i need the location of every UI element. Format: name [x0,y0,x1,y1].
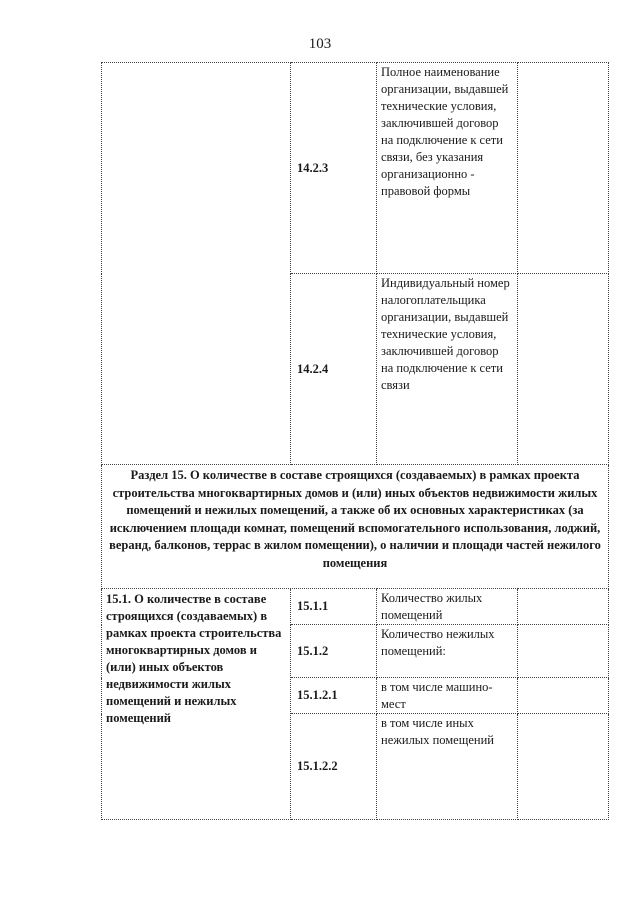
value-cell [518,274,609,465]
value-cell [518,714,609,820]
empty-heading-cell [102,63,291,465]
row-code: 15.1.2 [291,625,377,678]
row-code: 15.1.2.2 [291,714,377,820]
row-description: Индивидуальный номер налогоплательщика организации, выдавшей технические условия, заключившей договор на подключение к сети связи [377,274,518,465]
row-description: в том числе иных нежилых помещений [377,714,518,820]
row-description: в том числе машино-мест [377,678,518,714]
value-cell [518,678,609,714]
table-row [102,589,609,625]
row-code: 15.1.2.1 [291,678,377,714]
row-description: Количество жилых помещений [377,589,518,625]
row-code: 15.1.1 [291,589,377,625]
row-description: Количество нежилых помещений: [377,625,518,678]
section-title: Раздел 15. О количестве в составе строящихся (создаваемых) в рамках проекта строительства многоквартирных домов и (или) иных объектов недвижимости жилых помещений и нежилых помещений, а также об их основных характеристиках (за исключением площади комнат, помещений вспомогательного использования, лоджий, веранд, балконов, террас в жилом помещении), о наличии и площади частей нежилого помещения [102,465,609,589]
form-table [101,62,609,820]
value-cell [518,625,609,678]
page-number: 103 [308,36,332,52]
section-header-row [102,465,609,589]
value-cell [518,589,609,625]
row-description: Полное наименование организации, выдавшей технические условия, заключившей договор на подключение к сети связи, без указания организационно - правовой формы [377,63,518,274]
row-code: 14.2.3 [291,63,377,274]
table-row [102,63,609,274]
subsection-title: 15.1. О количестве в составе строящихся (создаваемых) в рамках проекта строительства многоквартирных домов и (или) иных объектов недвижимости жилых помещений и нежилых помещений [102,589,291,820]
row-code: 14.2.4 [291,274,377,465]
value-cell [518,63,609,274]
